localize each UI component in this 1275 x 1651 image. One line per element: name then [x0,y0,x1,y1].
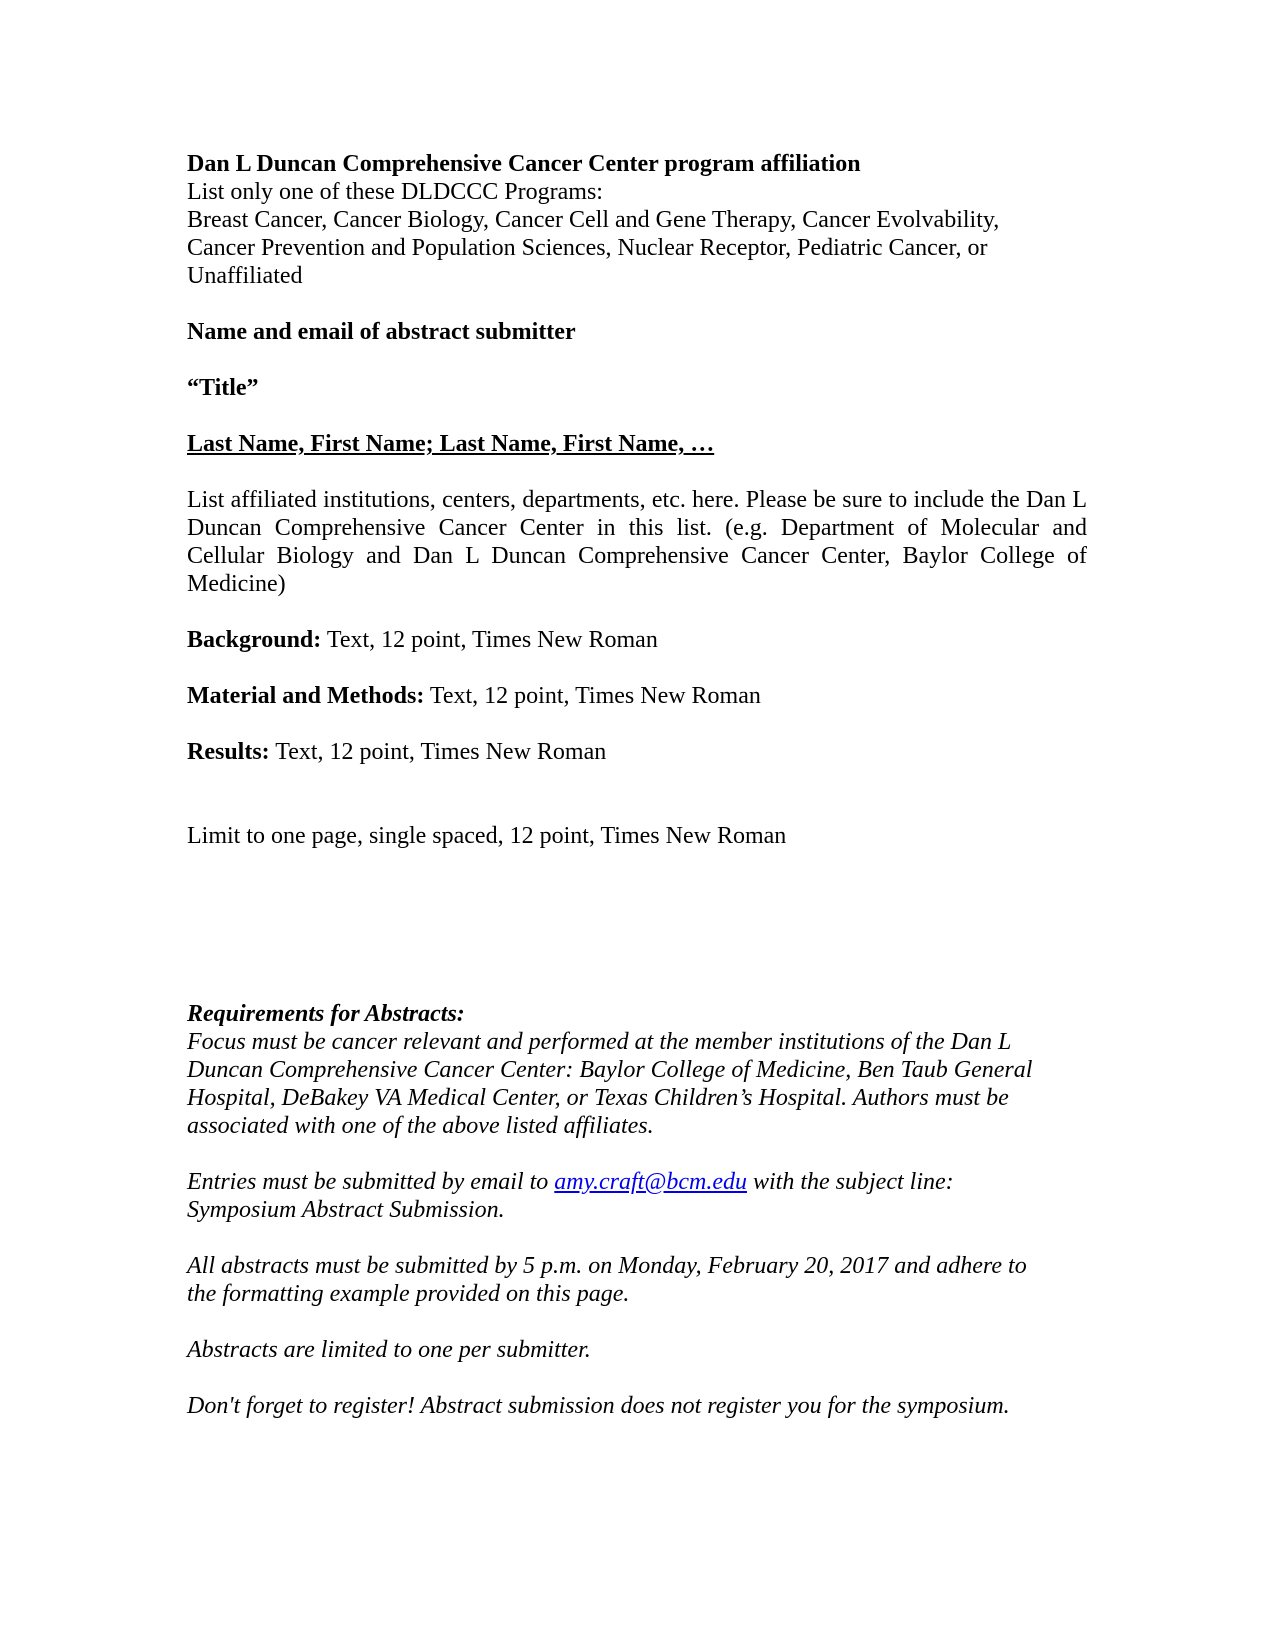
programs-line-2: Cancer Prevention and Population Sciences, Nuclear Receptor, Pediatric Cancer, or [187,235,988,261]
entries-suffix: with the subject line: [747,1169,954,1195]
deadline-line-1: All abstracts must be submitted by 5 p.m. on Monday, February 20, 2017 and adhere to [187,1253,1027,1279]
limit-per-submitter: Abstracts are limited to one per submitter. [187,1337,591,1363]
results-label: Results: [187,739,270,765]
programs-line-3: Unaffiliated [187,263,303,289]
results-section [187,738,1087,766]
focus-line-2: Duncan Comprehensive Cancer Center: Baylor College of Medicine, Ben Taub General [187,1057,1033,1083]
background-section [187,626,1087,654]
focus-line-4: associated with one of the above listed affiliates. [187,1113,654,1139]
entries-line-2: Symposium Abstract Submission. [187,1197,505,1223]
entries-line-1 [187,1168,1087,1196]
background-text: Text, 12 point, Times New Roman [321,627,658,653]
programs-line-1: Breast Cancer, Cancer Biology, Cancer Cell and Gene Therapy, Cancer Evolvability, [187,207,1000,233]
limit-note: Limit to one page, single spaced, 12 point, Times New Roman [187,823,787,849]
register-reminder: Don't forget to register! Abstract submission does not register you for the symposium. [187,1393,1010,1419]
affiliation-heading: Dan L Duncan Comprehensive Cancer Center program affiliation [187,151,861,177]
institutions-text: List affiliated institutions, centers, departments, etc. here. Please be sure to include the Dan L Duncan Comprehensive Cancer Center in this list. (e.g. Department of Molecular and Cellular Biology and Dan L Duncan Comprehensive Cancer Center, Baylor College of Medicine) [187,487,1087,597]
entries-prefix: Entries must be submitted by email to [187,1169,555,1195]
title-placeholder: “Title” [187,375,259,401]
requirements-section [187,1000,1087,1420]
results-text: Text, 12 point, Times New Roman [269,739,607,765]
methods-label: Material and Methods: [187,683,425,709]
submission-email-link[interactable]: amy.craft@bcm.edu [554,1169,747,1195]
methods-section [187,682,1087,710]
affiliation-section [187,150,1087,290]
submitter-heading: Name and email of abstract submitter [187,319,576,345]
authors-line: Last Name, First Name; Last Name, First Name, … [187,431,715,457]
focus-line-1: Focus must be cancer relevant and performed at the member institutions of the Dan L [187,1029,1012,1055]
methods-text: Text, 12 point, Times New Roman [424,683,761,709]
deadline-line-2: the formatting example provided on this page. [187,1281,630,1307]
requirements-heading: Requirements for Abstracts: [187,1001,465,1027]
affiliation-instruction: List only one of these DLDCCC Programs: [187,179,603,205]
abstract-template-page [187,150,1087,1420]
focus-line-3: Hospital, DeBakey VA Medical Center, or Texas Children’s Hospital. Authors must be [187,1085,1009,1111]
background-label: Background: [187,627,322,653]
